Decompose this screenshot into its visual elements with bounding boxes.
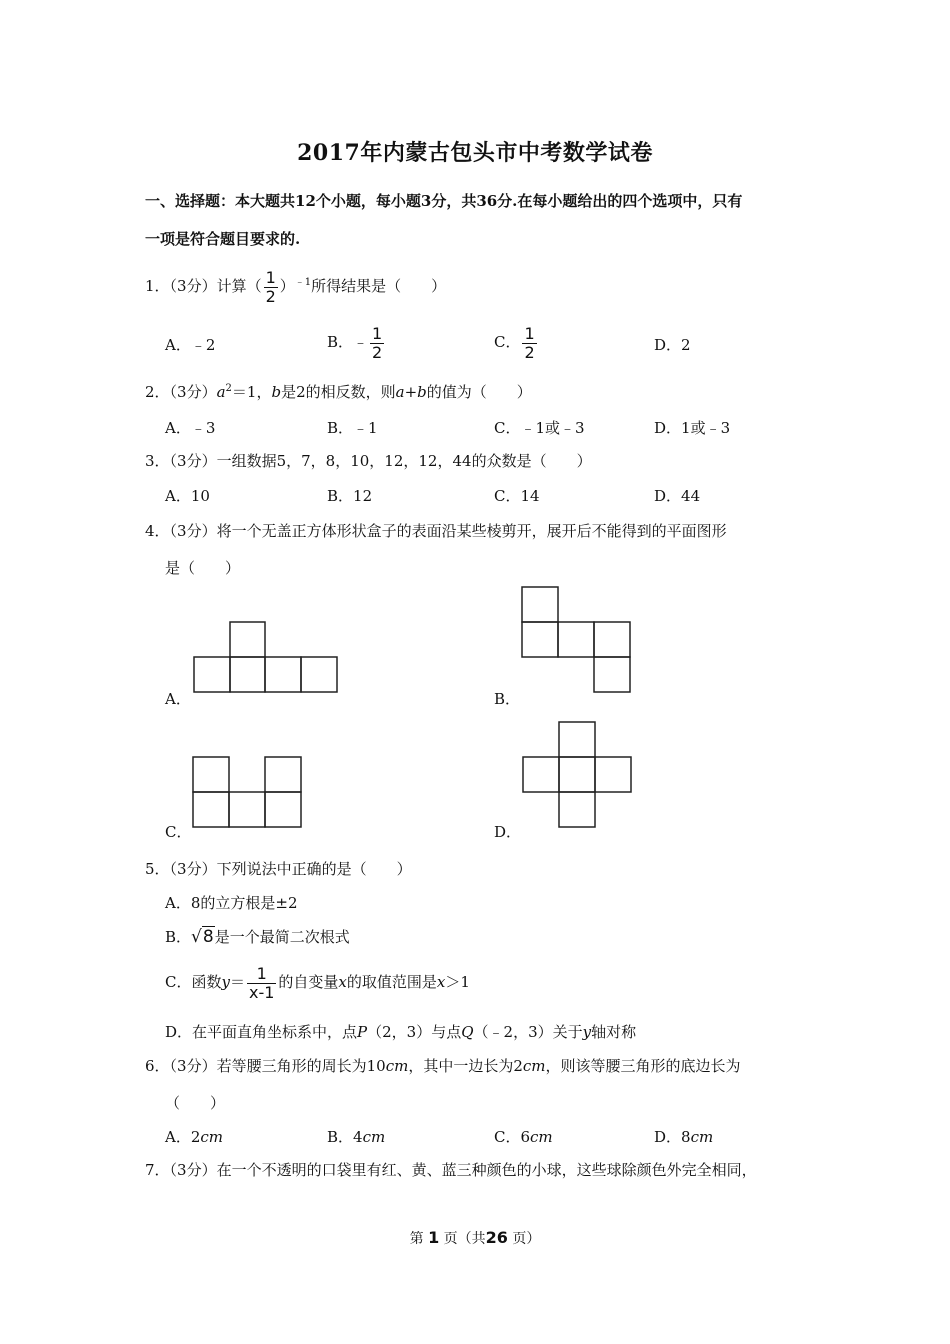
section-heading-line2: 一项是符合题目要求的. bbox=[145, 230, 301, 248]
question-7: 7．（3分）在一个不透明的口袋里有红、黄、蓝三种颜色的小球，这些球除颜色外完全相同， bbox=[145, 1161, 757, 1179]
q3-option-d[interactable]: D．44 bbox=[654, 487, 701, 505]
question-4-line2: 是（ ） bbox=[165, 559, 241, 577]
q3-option-a[interactable]: A．10 bbox=[165, 487, 210, 505]
cube-net-d bbox=[521, 720, 634, 830]
q5-option-d[interactable]: D．在平面直角坐标系中，点P（2，3）与点Q（﹣2，3）关于y轴对称 bbox=[165, 1023, 637, 1041]
q1-tail: 所得结果是（ ） bbox=[311, 277, 447, 295]
q1-option-c[interactable]: C． $\frac{1}{2}$ bbox=[494, 323, 535, 362]
section-heading-line1: 一、选择题：本大题共12个小题，每小题3分，共36分.在每小题给出的四个选项中，只有 bbox=[145, 192, 743, 210]
q6-option-b[interactable]: B．4cm bbox=[327, 1128, 386, 1146]
question-6-line1: 6．（3分）若等腰三角形的周长为10cm，其中一边长为2cm，则该等腰三角形的底边长为 bbox=[145, 1057, 741, 1075]
page-number: 1 bbox=[428, 1228, 440, 1247]
q3-option-c[interactable]: C．14 bbox=[494, 487, 540, 505]
cube-net-a bbox=[192, 620, 340, 696]
page-total: 26 bbox=[485, 1228, 508, 1247]
q6-option-d[interactable]: D．8cm bbox=[654, 1128, 714, 1146]
q2-option-d[interactable]: D．1或﹣3 bbox=[654, 419, 731, 437]
question-1 bbox=[145, 265, 446, 306]
q1-exponent: ﹣1 bbox=[294, 277, 312, 288]
question-5: 5．（3分）下列说法中正确的是（ ） bbox=[145, 860, 412, 878]
q1-option-a[interactable]: A．﹣2 bbox=[165, 336, 216, 354]
question-2: 2．（3分）$a^2=1$，b是2的相反数，则a+b的值为（ ） bbox=[145, 383, 532, 401]
question-4-line1: 4．（3分）将一个无盖正方体形状盒子的表面沿某些棱剪开，展开后不能得到的平面图形 bbox=[145, 522, 727, 540]
q6-option-a[interactable]: A．2cm bbox=[165, 1128, 224, 1146]
q2-option-c[interactable]: C．﹣1或﹣3 bbox=[494, 419, 585, 437]
q1-paren: ） bbox=[279, 277, 295, 295]
q3-option-b[interactable]: B．12 bbox=[327, 487, 373, 505]
q5-option-c[interactable]: C．函数y＝ $\frac{1}{x-1}$ 的自变量x的取值范围是x＞1 bbox=[165, 963, 470, 1002]
question-3: 3．（3分）一组数据5，7，8，10，12，12，44的众数是（ ） bbox=[145, 452, 592, 470]
cube-net-c bbox=[191, 755, 303, 830]
q6-option-c[interactable]: C．6cm bbox=[494, 1128, 553, 1146]
cube-net-b bbox=[520, 585, 634, 695]
q1-fraction: $\frac{1}{2}$ bbox=[265, 267, 276, 306]
q4-option-c[interactable]: C． bbox=[165, 823, 192, 841]
q2-option-a[interactable]: A．﹣3 bbox=[165, 419, 216, 437]
page-title: 2017年内蒙古包头市中考数学试卷 bbox=[297, 140, 653, 166]
q4-option-b[interactable]: B． bbox=[494, 690, 521, 708]
q4-option-d[interactable]: D． bbox=[494, 823, 522, 841]
q1-stem: 1．（3分）计算（ bbox=[145, 277, 262, 295]
q5-option-b[interactable]: B．√8是一个最简二次根式 bbox=[165, 927, 350, 947]
q1-option-b[interactable]: B．﹣ $\frac{1}{2}$ bbox=[327, 323, 383, 362]
q1-option-d[interactable]: D．2 bbox=[654, 336, 691, 354]
q5-option-a[interactable]: A．8的立方根是±2 bbox=[165, 894, 298, 912]
page-footer: 第 1 页（共26 页） bbox=[409, 1228, 541, 1247]
question-6-line2: （ ） bbox=[165, 1094, 226, 1112]
sqrt-icon: √8 bbox=[191, 927, 214, 947]
q2-option-b[interactable]: B．﹣1 bbox=[327, 419, 378, 437]
q4-option-a[interactable]: A． bbox=[165, 690, 191, 708]
